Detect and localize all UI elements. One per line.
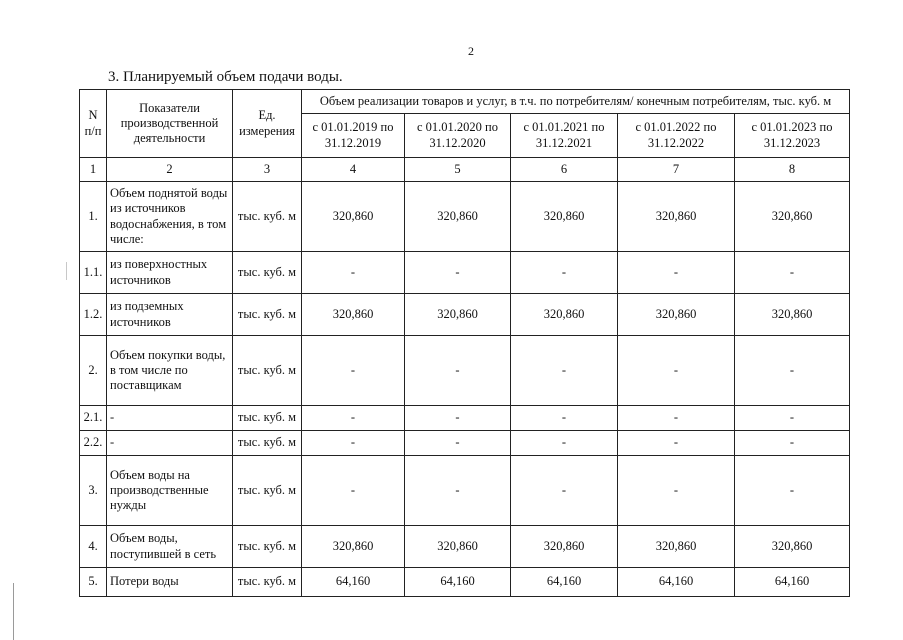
row-value-cell: - [618, 431, 735, 456]
header-period: с 01.01.2023 по 31.12.2023 [735, 114, 850, 158]
row-value-cell: 320,860 [735, 526, 850, 568]
row-value-cell: - [405, 456, 511, 526]
scan-margin-mark [66, 262, 67, 280]
row-name-cell: Объем поднятой воды из источников водоснабжения, в том числе: [107, 182, 233, 252]
row-value-cell: - [511, 431, 618, 456]
column-number-cell: 1 [80, 158, 107, 182]
water-supply-table [79, 89, 850, 597]
row-value-cell: - [511, 252, 618, 294]
row-num-cell: 1.2. [80, 294, 107, 336]
row-name-cell: Объем воды, поступившей в сеть [107, 526, 233, 568]
table-row [80, 568, 850, 597]
header-num: N п/п [80, 90, 107, 158]
header-period: с 01.01.2022 по 31.12.2022 [618, 114, 735, 158]
row-value-cell: - [511, 456, 618, 526]
row-value-cell: 320,860 [735, 294, 850, 336]
header-unit: Ед. измерения [233, 90, 302, 158]
scan-margin-mark [13, 583, 14, 640]
row-unit-cell: тыс. куб. м [233, 431, 302, 456]
row-value-cell: 64,160 [511, 568, 618, 597]
row-value-cell: 320,860 [302, 182, 405, 252]
row-value-cell: 320,860 [405, 182, 511, 252]
row-unit-cell: тыс. куб. м [233, 526, 302, 568]
table-header-row [80, 90, 850, 114]
table-row [80, 182, 850, 252]
row-num-cell: 2. [80, 336, 107, 406]
row-unit-cell: тыс. куб. м [233, 252, 302, 294]
header-period: с 01.01.2020 по 31.12.2020 [405, 114, 511, 158]
column-number-row [80, 158, 850, 182]
row-num-cell: 3. [80, 456, 107, 526]
row-value-cell: - [511, 336, 618, 406]
row-value-cell: - [405, 431, 511, 456]
row-value-cell: - [302, 406, 405, 431]
row-num-cell: 1.1. [80, 252, 107, 294]
row-value-cell: 320,860 [511, 294, 618, 336]
row-value-cell: 64,160 [735, 568, 850, 597]
column-number-cell: 6 [511, 158, 618, 182]
row-value-cell: - [618, 456, 735, 526]
row-unit-cell: тыс. куб. м [233, 406, 302, 431]
table-row [80, 431, 850, 456]
row-value-cell: 320,860 [405, 294, 511, 336]
row-value-cell: 320,860 [511, 526, 618, 568]
row-value-cell: 64,160 [618, 568, 735, 597]
row-name-cell: из поверхностных источников [107, 252, 233, 294]
table-row [80, 336, 850, 406]
row-value-cell: - [735, 456, 850, 526]
row-unit-cell: тыс. куб. м [233, 456, 302, 526]
row-value-cell: - [302, 456, 405, 526]
row-value-cell: 320,860 [511, 182, 618, 252]
header-period: с 01.01.2021 по 31.12.2021 [511, 114, 618, 158]
row-unit-cell: тыс. куб. м [233, 294, 302, 336]
column-number-cell: 3 [233, 158, 302, 182]
row-value-cell: - [302, 431, 405, 456]
table-row [80, 456, 850, 526]
column-number-cell: 7 [618, 158, 735, 182]
row-name-cell: из подземных источников [107, 294, 233, 336]
row-value-cell: - [735, 336, 850, 406]
row-value-cell: - [735, 406, 850, 431]
row-value-cell: 320,860 [618, 526, 735, 568]
row-name-cell: - [107, 431, 233, 456]
row-num-cell: 4. [80, 526, 107, 568]
column-number-cell: 5 [405, 158, 511, 182]
row-value-cell: 320,860 [618, 182, 735, 252]
row-value-cell: - [735, 431, 850, 456]
row-value-cell: - [618, 252, 735, 294]
table-row [80, 252, 850, 294]
row-value-cell: - [405, 406, 511, 431]
row-value-cell: - [511, 406, 618, 431]
column-number-cell: 8 [735, 158, 850, 182]
header-sales-volume-group: Объем реализации товаров и услуг, в т.ч. по потребителям/ конечным потребителям, тыс. куб. м [302, 90, 850, 114]
row-value-cell: 320,860 [405, 526, 511, 568]
table-row [80, 526, 850, 568]
row-value-cell: 320,860 [735, 182, 850, 252]
row-value-cell: - [618, 406, 735, 431]
table-row [80, 294, 850, 336]
row-value-cell: - [405, 336, 511, 406]
section-title: 3. Планируемый объем подачи воды. [108, 69, 343, 85]
header-period: с 01.01.2019 по 31.12.2019 [302, 114, 405, 158]
table-row [80, 406, 850, 431]
column-number-cell: 4 [302, 158, 405, 182]
row-unit-cell: тыс. куб. м [233, 182, 302, 252]
row-value-cell: - [405, 252, 511, 294]
page-number: 2 [468, 44, 474, 58]
header-indicator: Показатели производственной деятельности [107, 90, 233, 158]
row-num-cell: 5. [80, 568, 107, 597]
row-value-cell: 320,860 [618, 294, 735, 336]
row-num-cell: 1. [80, 182, 107, 252]
row-name-cell: Объем покупки воды, в том числе по поставщикам [107, 336, 233, 406]
row-num-cell: 2.1. [80, 406, 107, 431]
row-name-cell: Потери воды [107, 568, 233, 597]
row-name-cell: Объем воды на производственные нужды [107, 456, 233, 526]
row-value-cell: - [302, 252, 405, 294]
row-value-cell: 320,860 [302, 294, 405, 336]
row-value-cell: - [302, 336, 405, 406]
row-num-cell: 2.2. [80, 431, 107, 456]
row-name-cell: - [107, 406, 233, 431]
row-unit-cell: тыс. куб. м [233, 568, 302, 597]
row-value-cell: 64,160 [405, 568, 511, 597]
column-number-cell: 2 [107, 158, 233, 182]
row-value-cell: 64,160 [302, 568, 405, 597]
row-value-cell: - [618, 336, 735, 406]
row-unit-cell: тыс. куб. м [233, 336, 302, 406]
row-value-cell: - [735, 252, 850, 294]
row-value-cell: 320,860 [302, 526, 405, 568]
